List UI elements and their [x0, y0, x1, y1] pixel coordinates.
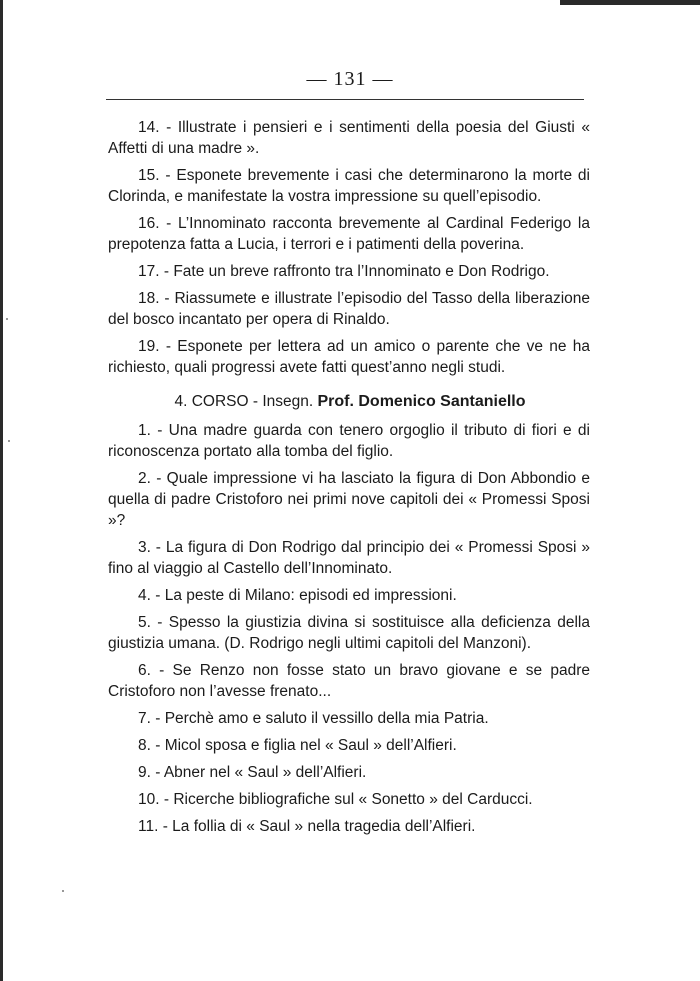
list-item: 11. - La follia di « Saul » nella tragedia dell’Alfieri.: [138, 818, 476, 835]
scan-edge-left: [0, 0, 3, 981]
list-item: 6. - Se Renzo non fosse stato un bravo giovane e se padre Cristoforo non l’avesse frenato...: [108, 662, 590, 700]
page-number: — 131 —: [306, 68, 394, 90]
list-item: 2. - Quale impressione vi ha lasciato la figura di Don Abbondio e quella di padre Cristoforo nei primi nove capitoli dei « Promessi Sposi »?: [108, 470, 590, 529]
course-label: 4. CORSO - Insegn.: [174, 393, 314, 410]
scan-speck: [6, 318, 8, 320]
list-item: 8. - Micol sposa e figlia nel « Saul » dell’Alfieri.: [138, 737, 457, 754]
assignment-list-4th-course: [108, 420, 590, 843]
header-rule: [106, 99, 584, 100]
list-item: 5. - Spesso la giustizia divina si sostituisce alla deficienza della giustizia umana. (D. Rodrigo negli ultimi capitoli del Manzoni).: [108, 614, 590, 652]
list-item: 17. - Fate un breve raffronto tra l’Innominato e Don Rodrigo.: [138, 263, 550, 280]
list-item: 3. - La figura di Don Rodrigo dal principio dei « Promessi Sposi » fino al viaggio al Castello dell’Innominato.: [108, 539, 590, 577]
list-item: 7. - Perchè amo e saluto il vessillo della mia Patria.: [138, 710, 489, 727]
list-item: 15. - Esponete brevemente i casi che determinarono la morte di Clorinda, e manifestate la vostra impressione su quell’episodio.: [108, 167, 590, 205]
list-item: 1. - Una madre guarda con tenero orgoglio il tributo di fiori e di riconoscenza portato alla tomba del figlio.: [108, 422, 590, 460]
list-item: 10. - Ricerche bibliografiche sul « Sonetto » del Carducci.: [138, 791, 533, 808]
list-item: 9. - Abner nel « Saul » dell’Alfieri.: [138, 764, 367, 781]
scan-speck: [8, 440, 10, 442]
list-item: 14. - Illustrate i pensieri e i sentimenti della poesia del Giusti « Affetti di una madre ».: [108, 119, 590, 157]
list-item: 4. - La peste di Milano: episodi ed impressioni.: [138, 587, 457, 604]
list-item: 16. - L’Innominato racconta brevemente al Cardinal Federigo la prepotenza fatta a Lucia, i terrori e i patimenti della poverina.: [108, 215, 590, 253]
list-item: 18. - Riassumete e illustrate l’episodio del Tasso della liberazione del bosco incantato per opera di Rinaldo.: [108, 290, 590, 328]
assignment-list-3rd-course: [108, 117, 590, 384]
scan-speck: [62, 890, 64, 892]
teacher-name: Prof. Domenico Santaniello: [317, 393, 526, 410]
scan-edge-top: [560, 0, 700, 5]
section-heading: [0, 393, 700, 411]
list-item: 19. - Esponete per lettera ad un amico o parente che ve ne ha richiesto, quali progressi avete fatti quest’anno negli studi.: [108, 338, 590, 376]
